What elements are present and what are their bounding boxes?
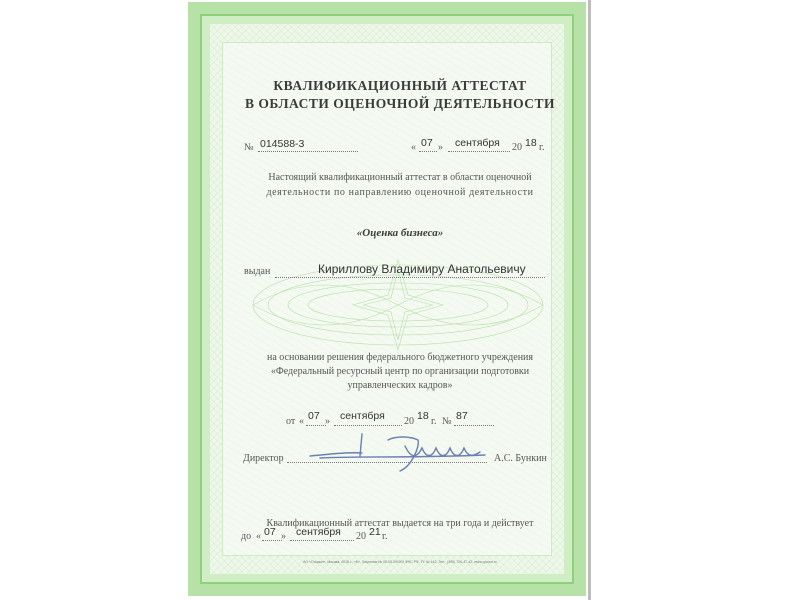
basis-line-3: управленческих кадров» [347, 380, 453, 391]
basis-line-1: на основании решения федерального бюджетного учреждения [266, 352, 534, 363]
issue-date-day: 07 [421, 137, 433, 149]
valid-until-day: 07 [264, 526, 276, 538]
decision-number-prefix: № [442, 416, 452, 427]
decision-month: сентября [340, 410, 385, 422]
validity-text: Квалификационный аттестат выдается на три года и действует [266, 518, 534, 529]
printer-footnote: АО «Опцион», Москва, 2018 г., «Б», Лицензия № 05-05-09/003 ФНС РФ, ТУ № 142, Тел.: (495) 726-47-42, www.opcion.ru [303, 560, 497, 564]
number-underline [258, 151, 358, 152]
issue-date-close-quote: » [438, 142, 443, 153]
decision-day: 07 [308, 410, 320, 422]
decision-close-quote: » [325, 416, 330, 427]
issue-date-suffix: г. [539, 142, 545, 153]
direction-title: «Оценка бизнеса» [356, 227, 444, 239]
basis-line-2: «Федеральный ресурсный центр по организации подготовки [270, 366, 530, 377]
director-name: А.С. Бункин [494, 453, 547, 464]
valid-until-suffix: г. [382, 531, 388, 542]
issue-date-month: сентября [455, 137, 500, 149]
valid-until-year: 21 [369, 526, 381, 538]
valid-until-open-quote: « [256, 531, 261, 542]
number-prefix: № [244, 142, 254, 153]
statement-line-1: Настоящий квалификационный аттестат в области оценочной [268, 172, 532, 183]
valid-until-month-line [290, 540, 354, 541]
issue-date-day-line [419, 151, 437, 152]
valid-until-close-quote: » [281, 531, 286, 542]
issue-date-year-prefix: 20 [512, 142, 522, 153]
decision-suffix: г. [431, 416, 437, 427]
issue-date-open-quote: « [411, 142, 416, 153]
director-label: Директор [243, 453, 284, 464]
valid-until-day-line [262, 540, 282, 541]
director-signature [300, 426, 500, 476]
holder-name: Кириллову Владимиру Анатольевичу [318, 262, 526, 276]
decision-open-quote: « [299, 416, 304, 427]
statement-line-2: деятельности по направлению оценочной деятельности [266, 187, 534, 198]
valid-until-label: до [241, 531, 252, 542]
decision-from-label: от [286, 416, 296, 427]
valid-until-year-prefix: 20 [356, 531, 366, 542]
title-line-2: В ОБЛАСТИ ОЦЕНОЧНОЙ ДЕЯТЕЛЬНОСТИ [245, 96, 555, 111]
certificate-number: 014588-3 [260, 138, 305, 150]
decision-number: 87 [456, 410, 468, 422]
decision-year-prefix: 20 [404, 416, 414, 427]
valid-until-month: сентября [296, 526, 341, 538]
holder-name-underline [275, 277, 545, 278]
issue-date-month-line [448, 151, 510, 152]
title-line-1: КВАЛИФИКАЦИОННЫЙ АТТЕСТАТ [273, 78, 527, 93]
decision-year: 18 [417, 410, 429, 422]
issue-date-year: 18 [525, 137, 537, 149]
issued-label: выдан [244, 266, 271, 277]
